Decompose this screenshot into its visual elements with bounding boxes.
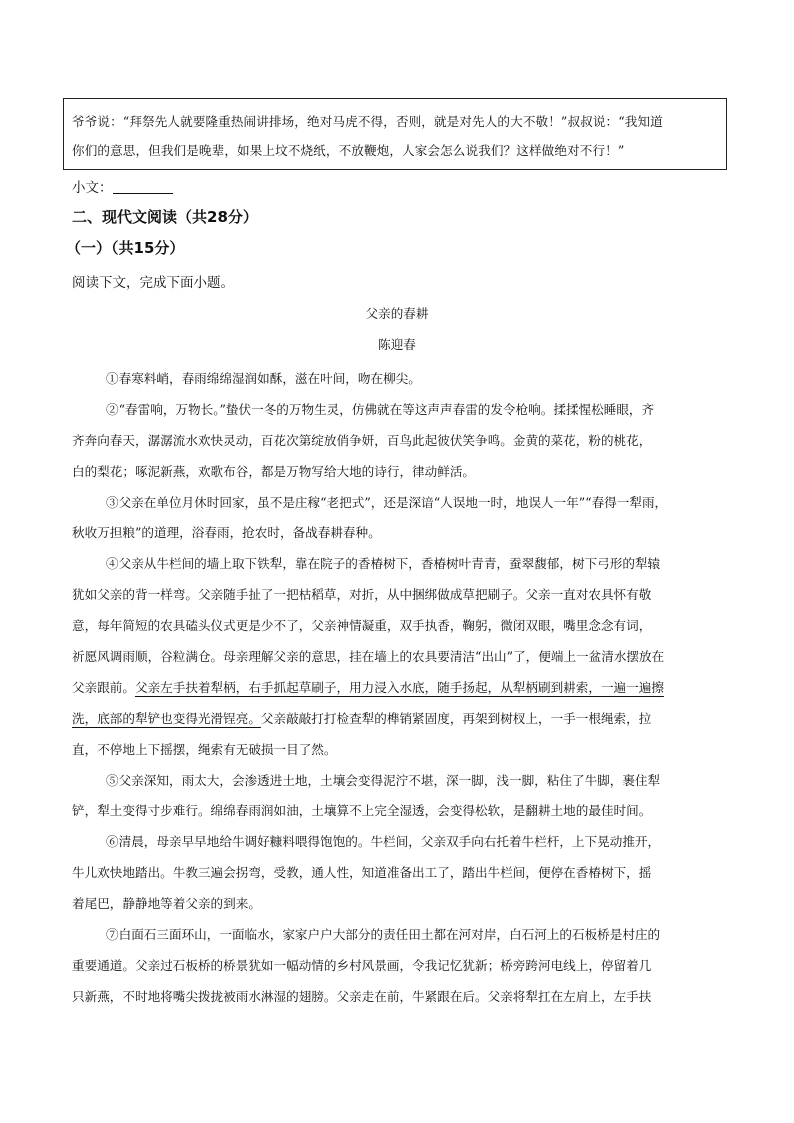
article-line: ③父亲在单位月休时回家，虽不是庄稼“老把式”，还是深谙“人误地一时，地误人一年”“春得一犁雨， xyxy=(106,494,668,510)
quote-line-1: 爷爷说：“拜祭先人就要隆重热闹讲排场，绝对马虎不得，否则，就是对先人的大不敬！”叔叔说：“我知道 xyxy=(72,114,663,129)
instruction-text: 阅读下文，完成下面小题。 xyxy=(72,275,234,291)
article-line: ①春寒料峭，春雨绵绵湿润如酥，滋在叶间，吻在柳尖。 xyxy=(106,371,421,386)
article-line: 秋收万担粮”的道理，浴春雨，抢农时，备战春耕春种。 xyxy=(72,525,381,541)
article-line: 牛儿欢快地踏出。牛教三遍会拐弯，受教，通人性，知道准备出工了，踏出牛栏间，便停在香椿树下，摇 xyxy=(72,865,652,881)
section-title: 二、现代文阅读（共28分） xyxy=(72,208,258,226)
article-line: 重要通道。父亲过石板桥的桥景犹如一幅动情的乡村风景画，令我记忆犹新；桥旁跨河电线上，停留着几 xyxy=(72,957,652,973)
quote-box xyxy=(63,98,727,170)
article-line: ④父亲从牛栏间的墙上取下铁犁，靠在院子的香椿树下，香椿树叶青青，蚕翠馥郁，树下弓形的犁辕 xyxy=(106,556,661,572)
article-author: 陈迎春 xyxy=(378,337,416,352)
article-line: 白的梨花；啄泥新燕，欢歌布谷，都是万物写给大地的诗行，律动鲜活。 xyxy=(72,463,475,479)
article-line: ⑥清晨，母亲早早地给牛调好糠料喂得饱饱的。牛栏间，父亲双手向右托着牛栏杆，上下晃动推开， xyxy=(106,834,661,850)
article-line: 齐奔向春天，潺潺流水欢快灵动，百花次第绽放俏争妍，百鸟此起彼伏笑争鸣。金黄的菜花，粉的桃花， xyxy=(72,432,652,448)
article-line: ⑤父亲深知，雨太大，会渗透进土地，土壤会变得泥泞不堪，深一脚，浅一脚，粘住了牛脚，裹住犁 xyxy=(106,772,661,788)
article-line: ⑦白面石三面环山，一面临水，家家户户大部分的责任田土都在河对岸，白石河上的石板桥是村庄的 xyxy=(106,927,661,943)
article-line: 直，不停地上下摇摆，绳索有无破损一目了然。 xyxy=(72,741,337,757)
article-line: 铲，犁土变得寸步难行。绵绵春雨润如油，土壤算不上完全湿透，会变得松软，是翻耕土地的最佳时间。 xyxy=(72,803,652,819)
article-body xyxy=(72,364,726,1013)
article-line: 犹如父亲的背一样弯。父亲随手扯了一把枯稻草，对折，从中捆绑做成草把刷子。父亲一直对农具怀有敬 xyxy=(72,587,652,603)
article-title: 父亲的春耕 xyxy=(365,306,429,321)
underlined-passage: 父亲左手扶着犁柄，右手抓起草刷子，用力浸入水底，随手扬起，从犁柄刷到耕索，一遍一遍擦 xyxy=(134,679,664,695)
article-line: 意，每年简短的农具磕头仪式更是少不了，父亲神情凝重，双手执香，鞠躬，微闭双眼，嘴里念念有词， xyxy=(72,618,652,634)
answer-line xyxy=(72,176,173,196)
article-line: 洗，底部的犁铲也变得光滑锃亮。父亲敲敲打打检查犁的榫销紧固度，再架到树杈上，一手一根绳索，拉 xyxy=(72,710,652,726)
sub-section-title: （一）（共15分） xyxy=(66,239,185,257)
answer-label: 小文： xyxy=(72,180,113,196)
article-line: ②“春雷响，万物长。”蛰伏一冬的万物生灵，仿佛就在等这声声春雷的发令枪响。揉揉惺松睡眼，齐 xyxy=(106,401,655,417)
answer-blank[interactable] xyxy=(113,179,173,194)
article-line: 父亲跟前。父亲左手扶着犁柄，右手抓起草刷子，用力浸入水底，随手扬起，从犁柄刷到耕索，一遍一遍擦 xyxy=(72,679,664,695)
underlined-passage: 洗，底部的犁铲也变得光滑锃亮。 xyxy=(72,710,261,726)
article-line: 着尾巴，静静地等着父亲的到来。 xyxy=(72,896,261,912)
article-line: 只新燕，不时地将嘴尖拨拢被雨水淋湿的翅膀。父亲走在前，牛紧跟在后。父亲将犁扛在左肩上，左手扶 xyxy=(72,988,652,1004)
article-line: 祈愿风调雨顺，谷粒满仓。母亲理解父亲的意思，挂在墙上的农具要清洁“出山”了，便端上一盆清水摆放在 xyxy=(72,649,665,665)
quote-line-2: 你们的意思，但我们是晚辈，如果上坟不烧纸，不放鞭炮，人家会怎么说我们？这样做绝对不行！” xyxy=(72,143,625,158)
